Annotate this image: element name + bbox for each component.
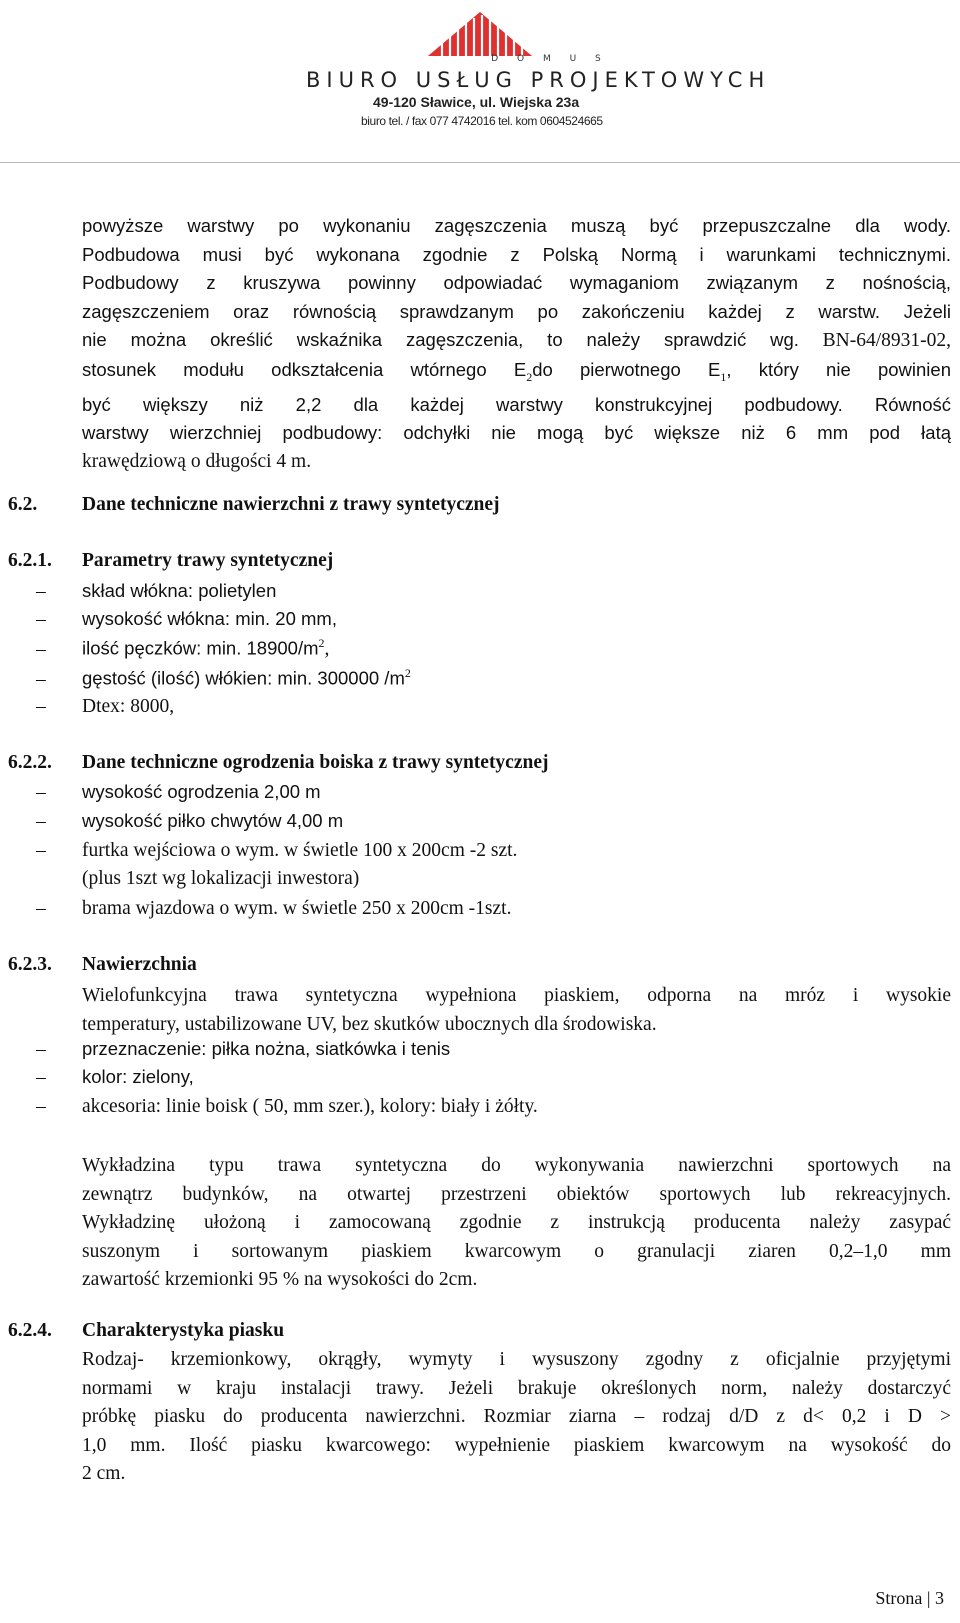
text-line: nie można określić wskaźnika zagęszczenia, to należy sprawdzić wg. BN-64/8931-02, (82, 329, 951, 351)
text-line: Wielofunkcyjna trawa syntetyczna wypełniona piaskiem, odporna na mróz i wysokie (82, 985, 951, 1006)
section-number: 6.2.4. (8, 1320, 52, 1341)
brand-phone: biuro tel. / fax 077 4742016 tel. kom 0604524665 (361, 114, 603, 128)
section-heading-6-2-1 (8, 550, 333, 572)
section-title: Dane techniczne nawierzchni z trawy syntetycznej (82, 494, 500, 515)
text-line: krawędziową o długości 4 m. (82, 450, 312, 472)
text-line: warstwy wierzchniej podbudowy: odchyłki nie mogą być większe niż 6 mm pod łatą (82, 422, 951, 444)
page-number: Strona | 3 (875, 1588, 944, 1608)
list-item: – przeznaczenie: piłka nożna, siatkówka i tenis (36, 1038, 451, 1060)
list-item: – brama wjazdowa o wym. w świetle 250 x 200cm -1szt. (36, 898, 512, 919)
section-number: 6.2.1. (8, 550, 52, 571)
text-line: Podbudowa musi być wykonana zgodnie z Polską Normą i warunkami technicznymi. (82, 243, 951, 265)
text-line: powyższe warstwy po wykonaniu zagęszczenia muszą być przepuszczalne dla wody. (82, 215, 951, 236)
page-header (0, 0, 960, 164)
section-heading-6-2-2 (8, 752, 549, 774)
text-line-modulus: stosunek modułu odkształcenia wtórnego $E_2do$ pierwotnego $E_1$, który nie powinien (82, 358, 951, 384)
text-line: zagęszczeniem oraz równością sprawdzanym po zakończeniu każdej z warstw. Jeżeli (82, 300, 951, 322)
house-logo-icon (420, 10, 540, 60)
text-line: 1,0 mm. Ilość piasku kwarcowego: wypełnienie piaskiem kwarcowym na wysokość do (82, 1434, 951, 1456)
surface-paragraph (82, 1152, 951, 1295)
list-item: – wysokość włókna: min. 20 mm, (36, 608, 337, 630)
text-line: normami w kraju instalacji trawy. Jeżeli brakuje określonych norm, należy dostarczyć (82, 1377, 951, 1399)
text-line: suszonym i sortowanym piaskiem kwarcowym o granulacji ziaren 0,2–1,0 mm (82, 1240, 951, 1262)
brand-small: D O M U S (491, 54, 609, 64)
section-title: Dane techniczne ogrodzenia boiska z trawy syntetycznej (82, 752, 549, 773)
text-line: Wykładzina typu trawa syntetyczna do wykonywania nawierzchni sportowych na (82, 1155, 951, 1176)
section-heading-6-2-4 (8, 1320, 284, 1342)
list-item: – kolor: zielony, (36, 1066, 194, 1088)
list-item: – skład włókna: polietylen (36, 580, 277, 602)
sand-paragraph (82, 1346, 951, 1489)
list-item: – Dtex: 8000, (36, 696, 175, 717)
text-line: temperatury, ustabilizowane UV, bez skutków ubocznych dla środowiska. (82, 1013, 657, 1035)
text-line: zawartość krzemionki 95 % na wysokości do 2cm. (82, 1269, 478, 1290)
text-line: próbkę piasku do producenta nawierzchni. Rozmiar ziarna – rodzaj d/D z d< 0,2 i D > (82, 1406, 951, 1427)
text-line: Podbudowy z kruszywa powinny odpowiadać wymaganiom związanym z nośnością, (82, 272, 951, 293)
section-number: 6.2.2. (8, 752, 52, 773)
text-line: Rodzaj- krzemionkowy, okrągły, wymyty i wysuszony zgodny z oficjalnie przyjętymi (82, 1349, 951, 1370)
section-heading-6-2-3 (8, 954, 197, 976)
section-number: 6.2.3. (8, 954, 52, 975)
list-item: – wysokość piłko chwytów 4,00 m (36, 810, 344, 832)
section-title: Nawierzchnia (82, 954, 197, 975)
section-title: Parametry trawy syntetycznej (82, 550, 334, 571)
list-item: – ilość pęczków: min. $18900/m^2$, (36, 636, 330, 660)
list-item: – gęstość (ilość) włókien: min. 300000 $/m^2$ (36, 666, 411, 690)
text-line: być większy niż 2,2 dla każdej warstwy konstrukcyjnej podbudowy. Równość (82, 393, 951, 415)
header-divider (0, 162, 960, 163)
text-line: Wykładzinę ułożoną i zamocowaną zgodnie z instrukcją producenta należy zasypać (82, 1212, 951, 1233)
text-line: zewnątrz budynków, na otwartej przestrzeni obiektów sportowych lub rekreacyjnych. (82, 1183, 951, 1205)
list-item: – akcesoria: linie boisk ( 50, mm szer.), kolory: biały i żółty. (36, 1096, 538, 1117)
brand-address: 49-120 Sławice, ul. Wiejska 23a (373, 94, 580, 110)
list-note: (plus 1szt wg lokalizacji inwestora) (82, 868, 360, 889)
section-title: Charakterystyka piasku (82, 1320, 285, 1341)
text-line: 2 cm. (82, 1463, 126, 1484)
brand-title: BIURO USŁUG PROJEKTOWYCH (306, 68, 771, 92)
intro-paragraph (82, 212, 951, 476)
surface-description (82, 982, 951, 1039)
section-heading-6-2 (8, 494, 500, 516)
section-number: 6.2. (8, 494, 38, 515)
list-item: – furtka wejściowa o wym. w świetle 100 x 200cm -2 szt. (36, 840, 518, 861)
list-item: – wysokość ogrodzenia 2,00 m (36, 781, 321, 803)
